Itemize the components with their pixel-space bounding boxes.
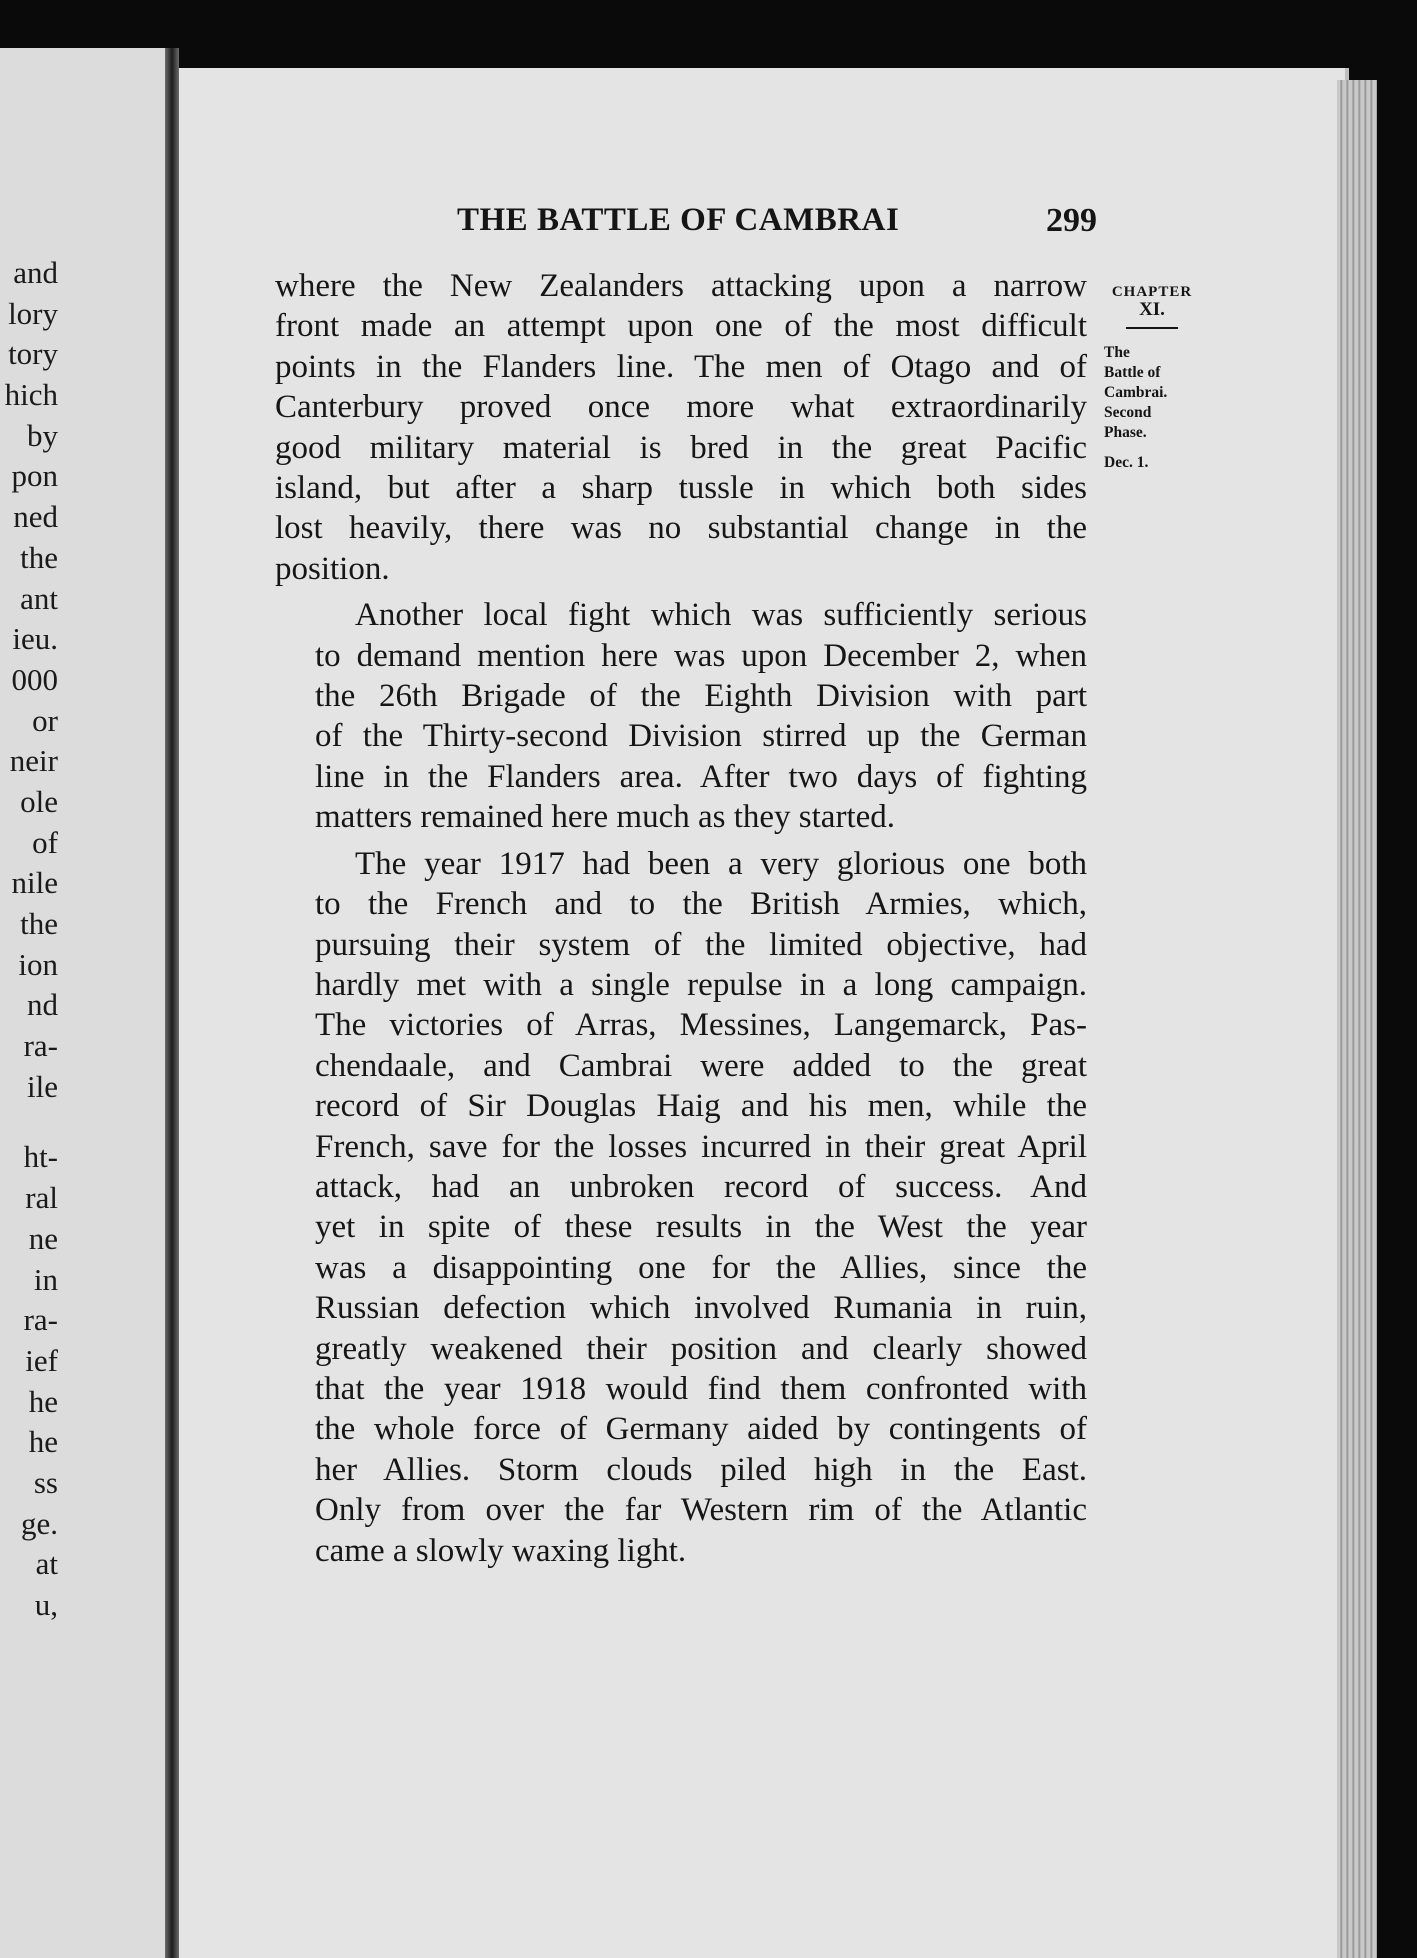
- left-page-fragment: at: [35, 1546, 58, 1582]
- text-line: points in the Flanders line. The men of Otago and of: [275, 348, 1087, 385]
- book-gutter: [165, 48, 179, 1958]
- text-line: to demand mention here was upon December 2, when: [315, 637, 1087, 674]
- left-page-fragment: ion: [18, 946, 58, 982]
- left-page-fragment: hich: [4, 377, 58, 413]
- left-page-fragment: ant: [20, 580, 58, 616]
- paragraph: [275, 844, 1087, 1571]
- text-line: front made an attempt upon one of the most difficult: [275, 308, 1087, 345]
- left-page-fragment: the: [20, 539, 58, 575]
- left-page-fragment: 000: [11, 661, 58, 697]
- text-line: French, save for the losses incurred in their great April: [315, 1128, 1087, 1165]
- running-title: THE BATTLE OF CAMBRAI: [457, 202, 900, 238]
- text-line: the 26th Brigade of the Eighth Division with part: [315, 678, 1087, 715]
- text-line: position.: [275, 550, 390, 587]
- left-page-fragment: tory: [8, 336, 58, 372]
- chapter-rule: [1126, 327, 1178, 329]
- left-page-fragment: ief: [25, 1342, 58, 1378]
- left-page-fragment: and: [13, 255, 58, 290]
- text-line: line in the Flanders area. After two days of fighting: [315, 758, 1087, 795]
- text-line: island, but after a sharp tussle in which both sides: [275, 470, 1087, 507]
- text-line: Russian defection which involved Rumania in ruin,: [315, 1290, 1087, 1327]
- side-note-line: Phase.: [1104, 424, 1147, 441]
- left-page-fragment: the: [20, 906, 58, 941]
- text-line: to the French and to the British Armies, which,: [315, 886, 1087, 923]
- text-line: attack, had an unbroken record of success. And: [315, 1168, 1087, 1205]
- running-header: [277, 202, 1097, 252]
- body-text: [275, 266, 1087, 1577]
- text-line: lost heavily, there was no substantial change in the: [275, 510, 1087, 547]
- left-page-fragment: neir: [9, 743, 58, 779]
- side-note-line: Dec. 1.: [1104, 454, 1149, 471]
- margin-notes: [1102, 284, 1202, 473]
- left-page-fragment: he: [28, 1383, 58, 1419]
- text-line: came a slowly waxing light.: [315, 1532, 687, 1569]
- left-facing-page: [0, 48, 165, 1958]
- paragraph: [275, 595, 1087, 837]
- text-line: Another local fight which was sufficiently serious: [355, 597, 1087, 634]
- left-page-fragment: u,: [34, 1587, 58, 1622]
- left-page-fragment: ra-: [23, 1302, 58, 1338]
- left-page-fragment: ge.: [20, 1505, 58, 1541]
- left-page-fragment: nile: [11, 865, 58, 901]
- chapter-label: CHAPTER: [1111, 284, 1193, 300]
- text-line: her Allies. Storm clouds piled high in the East.: [315, 1451, 1087, 1488]
- left-page-fragment: ht-: [23, 1139, 58, 1175]
- text-line: Only from over the far Western rim of the Atlantic: [315, 1492, 1087, 1529]
- text-line: yet in spite of these results in the West the year: [315, 1209, 1087, 1246]
- text-line: The victories of Arras, Messines, Langemarck, Pas-: [315, 1007, 1087, 1044]
- left-page-fragment: ra-: [23, 1028, 58, 1064]
- left-page-fragment: by: [27, 417, 58, 453]
- text-line: hardly met with a single repulse in a long campaign.: [315, 966, 1087, 1003]
- text-line: that the year 1918 would find them confronted with: [315, 1370, 1087, 1407]
- text-line: The year 1917 had been a very glorious one both: [355, 845, 1087, 882]
- left-page-text-fragments: [0, 253, 58, 1626]
- page-number: 299: [1046, 202, 1097, 239]
- text-line: good military material is bred in the great Pacific: [275, 429, 1087, 466]
- left-page-fragment: [0, 1107, 58, 1137]
- text-line: matters remained here much as they started.: [315, 799, 896, 836]
- left-page-fragment: ieu.: [12, 621, 58, 657]
- side-note-list: [1102, 343, 1202, 473]
- left-page-fragment: of: [32, 824, 58, 860]
- left-page-fragment: ile: [27, 1068, 58, 1104]
- side-note-line: The: [1104, 344, 1130, 361]
- side-note-line: Cambrai.: [1104, 384, 1168, 401]
- text-line: of the Thirty-second Division stirred up the German: [315, 718, 1087, 755]
- left-page-fragment: lory: [8, 295, 58, 331]
- left-page-fragment: ne: [28, 1220, 58, 1256]
- paragraph: [275, 266, 1087, 589]
- page-edges: [1337, 80, 1377, 1958]
- text-line: chendaale, and Cambrai were added to the great: [315, 1047, 1087, 1084]
- side-note-line: Battle of: [1104, 364, 1161, 381]
- chapter-number: XI.: [1139, 299, 1165, 320]
- left-page-fragment: he: [28, 1424, 58, 1460]
- side-note-line: Second: [1104, 404, 1152, 421]
- text-line: pursuing their system of the limited objective, had: [315, 926, 1087, 963]
- left-page-fragment: in: [33, 1261, 58, 1297]
- text-line: greatly weakened their position and clearly showed: [315, 1330, 1087, 1367]
- text-line: the whole force of Germany aided by contingents of: [315, 1411, 1087, 1448]
- left-page-fragment: ral: [25, 1180, 58, 1216]
- text-line: record of Sir Douglas Haig and his men, while the: [315, 1088, 1087, 1125]
- left-page-fragment: ole: [20, 783, 58, 819]
- text-line: was a disappointing one for the Allies, since the: [315, 1249, 1087, 1286]
- left-page-fragment: or: [32, 702, 58, 738]
- text-line: where the New Zealanders attacking upon a narrow: [275, 268, 1087, 304]
- text-line: Canterbury proved once more what extraordinarily: [275, 389, 1087, 426]
- left-page-fragment: pon: [11, 458, 58, 494]
- left-page-fragment: nd: [27, 987, 58, 1023]
- left-page-fragment: ss: [33, 1464, 58, 1500]
- left-page-fragment: ned: [13, 499, 58, 535]
